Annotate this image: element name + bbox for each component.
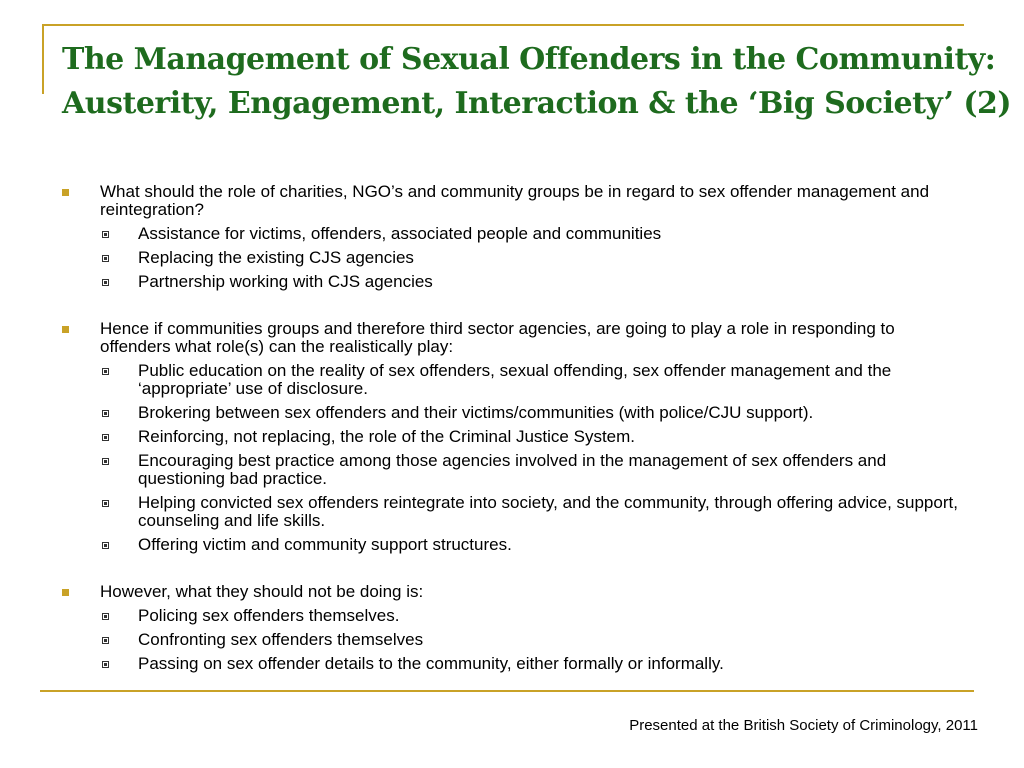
sub-bullet-text: Replacing the existing CJS agencies bbox=[138, 248, 414, 267]
checkbox-bullet-icon bbox=[102, 542, 109, 549]
checkbox-bullet-icon bbox=[102, 231, 109, 238]
sub-bullet-item bbox=[60, 273, 960, 291]
sub-bullet-text: Public education on the reality of sex offenders, sexual offending, sex offender management and the ‘appropriate’ use of disclosure. bbox=[138, 361, 892, 398]
checkbox-bullet-icon bbox=[102, 279, 109, 286]
checkbox-bullet-icon bbox=[102, 458, 109, 465]
sub-bullet-text: Passing on sex offender details to the community, either formally or informally. bbox=[138, 654, 724, 673]
sub-bullet-text: Policing sex offenders themselves. bbox=[138, 606, 400, 625]
sub-bullet-item bbox=[60, 655, 960, 673]
sub-bullet-item bbox=[60, 428, 960, 446]
square-bullet-icon bbox=[62, 326, 69, 333]
title-frame-left-line bbox=[42, 24, 44, 94]
checkbox-bullet-icon bbox=[102, 368, 109, 375]
checkbox-bullet-icon bbox=[102, 661, 109, 668]
bullet-text: What should the role of charities, NGO’s and community groups be in regard to sex offender management and reintegration? bbox=[100, 182, 930, 219]
checkbox-bullet-icon bbox=[102, 500, 109, 507]
checkbox-bullet-icon bbox=[102, 255, 109, 262]
sub-bullet-item bbox=[60, 249, 960, 267]
slide-title-line-2: Austerity, Engagement, Interaction & the ‘Big Society’ (2) bbox=[62, 86, 1012, 121]
slide-title-line-1: The Management of Sexual Offenders in the Community: bbox=[62, 42, 996, 77]
checkbox-bullet-icon bbox=[102, 434, 109, 441]
checkbox-bullet-icon bbox=[102, 410, 109, 417]
bullet-item bbox=[60, 320, 960, 356]
sub-bullet-item bbox=[60, 607, 960, 625]
sub-bullet-item bbox=[60, 631, 960, 649]
square-bullet-icon bbox=[62, 189, 69, 196]
title-frame-top-line bbox=[42, 24, 964, 26]
footer-credit: Presented at the British Society of Criminology, 2011 bbox=[629, 717, 978, 734]
bullet-text: However, what they should not be doing is: bbox=[100, 582, 424, 601]
sub-bullet-item bbox=[60, 536, 960, 554]
bullet-item bbox=[60, 583, 960, 601]
sub-bullet-item bbox=[60, 404, 960, 422]
bullet-text: Hence if communities groups and therefore third sector agencies, are going to play a role in responding to offenders what role(s) can the realistically play: bbox=[100, 319, 895, 356]
slide-title bbox=[62, 38, 1012, 126]
sub-bullet-item bbox=[60, 494, 960, 530]
sub-bullet-text: Reinforcing, not replacing, the role of the Criminal Justice System. bbox=[138, 427, 636, 446]
square-bullet-icon bbox=[62, 589, 69, 596]
checkbox-bullet-icon bbox=[102, 637, 109, 644]
sub-bullet-item bbox=[60, 362, 960, 398]
sub-bullet-text: Brokering between sex offenders and their victims/communities (with police/CJU support). bbox=[138, 403, 814, 422]
sub-bullet-text: Partnership working with CJS agencies bbox=[138, 272, 433, 291]
sub-bullet-item bbox=[60, 225, 960, 243]
sub-bullet-text: Confronting sex offenders themselves bbox=[138, 630, 424, 649]
sub-bullet-text: Offering victim and community support structures. bbox=[138, 535, 512, 554]
sub-bullet-text: Encouraging best practice among those agencies involved in the management of sex offenders and questioning bad practice. bbox=[138, 451, 887, 488]
checkbox-bullet-icon bbox=[102, 613, 109, 620]
footer-divider bbox=[40, 690, 974, 692]
sub-bullet-item bbox=[60, 452, 960, 488]
sub-bullet-text: Assistance for victims, offenders, associated people and communities bbox=[138, 224, 662, 243]
bullet-list bbox=[60, 183, 960, 673]
sub-bullet-text: Helping convicted sex offenders reintegrate into society, and the community, through offering advice, support, counseling and life skills. bbox=[138, 493, 958, 530]
bullet-item bbox=[60, 183, 960, 219]
